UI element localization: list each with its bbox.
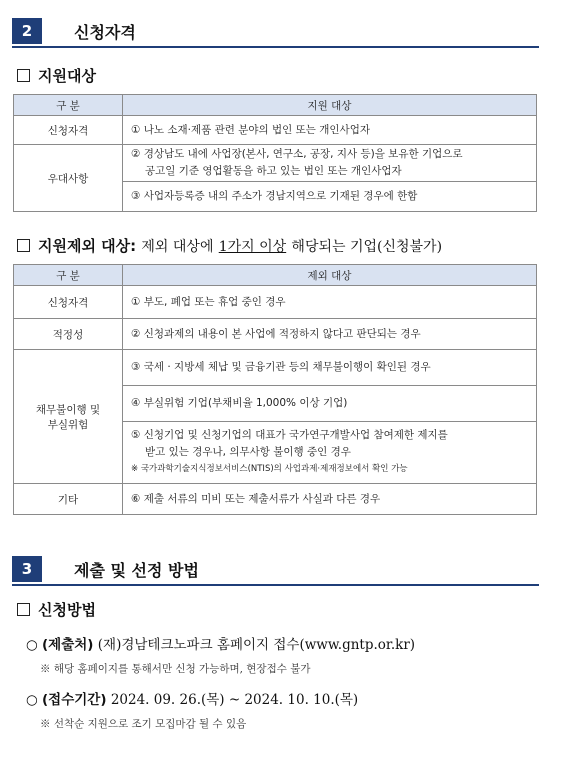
- square-bullet-icon: [17, 603, 30, 616]
- row-item: ① 부도, 폐업 또는 휴업 중인 경우: [123, 286, 537, 319]
- row-category: 우대사항: [14, 145, 123, 212]
- row-category: 채무불이행 및 부실위험: [14, 350, 123, 484]
- row-category: 신청자격: [14, 286, 123, 319]
- target-table: [13, 94, 537, 212]
- section-title: 제출 및 선정 방법: [74, 561, 199, 580]
- square-bullet-icon: [17, 239, 30, 252]
- section-2-header: [12, 18, 539, 54]
- row-item: ④ 부실위험 기업(부채비율 1,000% 이상 기업): [123, 386, 537, 422]
- section-number: 3: [12, 556, 42, 582]
- table-header-target: 지원 대상: [123, 95, 537, 116]
- row-item: ⑤ 신청기업 및 신청기업의 대표가 국가연구개발사업 참여제한 제지를 받고 있는 경우나, 의무사항 불이행 중인 경우 ※ 국가과학기술지식정보서비스(NTIS)의 사업과제·제재정보에서 확인 가능: [123, 422, 537, 484]
- row-item: ③ 국세 · 지방세 체납 및 금융기관 등의 채무불이행이 확인된 경우: [123, 350, 537, 386]
- table-header-category: 구 분: [14, 265, 123, 286]
- period-note: ※ 선착순 지원으로 조기 모집마감 될 수 있음: [40, 718, 247, 730]
- table-header-category: 구 분: [14, 95, 123, 116]
- exclusion-heading: 지원제외 대상: 제외 대상에 1가지 이상 해당되는 기업(신청불가): [17, 235, 442, 256]
- circle-bullet-icon: ○: [26, 637, 38, 653]
- exclusion-table: [13, 264, 537, 515]
- row-item: ⑥ 제출 서류의 미비 또는 제출서류가 사실과 다른 경우: [123, 484, 537, 515]
- table-header-exclusion: 제외 대상: [123, 265, 537, 286]
- target-heading: 지원대상: [17, 65, 96, 86]
- row-item: ③ 사업자등록증 내의 주소가 경남지역으로 기재된 경우에 한함: [123, 182, 537, 212]
- row-category: 신청자격: [14, 116, 123, 145]
- section-rule: [12, 584, 539, 586]
- section-number: 2: [12, 18, 42, 44]
- section-title: 신청자격: [74, 23, 136, 42]
- submission-note: ※ 해당 홈페이지를 통해서만 신청 가능하며, 현장접수 불가: [40, 663, 311, 675]
- period-bullet: ○ (접수기간) 2024. 09. 26.(목) ~ 2024. 10. 10.(목): [26, 692, 359, 708]
- row-item: ① 나노 소재·제품 관련 분야의 법인 또는 개인사업자: [123, 116, 537, 145]
- method-heading: 신청방법: [17, 599, 96, 620]
- submission-bullet: ○ (제출처) (재)경남테크노파크 홈페이지 접수(www.gntp.or.kr): [26, 637, 416, 653]
- section-3-header: [12, 556, 539, 592]
- circle-bullet-icon: ○: [26, 692, 38, 708]
- row-category: 적정성: [14, 319, 123, 350]
- section-rule: [12, 46, 539, 48]
- row-item: ② 경상남도 내에 사업장(본사, 연구소, 공장, 지사 등)을 보유한 기업으로 공고일 기준 영업활동을 하고 있는 법인 또는 개인사업자: [123, 145, 537, 182]
- square-bullet-icon: [17, 69, 30, 82]
- row-category: 기타: [14, 484, 123, 515]
- row-item: ② 신청과제의 내용이 본 사업에 적정하지 않다고 판단되는 경우: [123, 319, 537, 350]
